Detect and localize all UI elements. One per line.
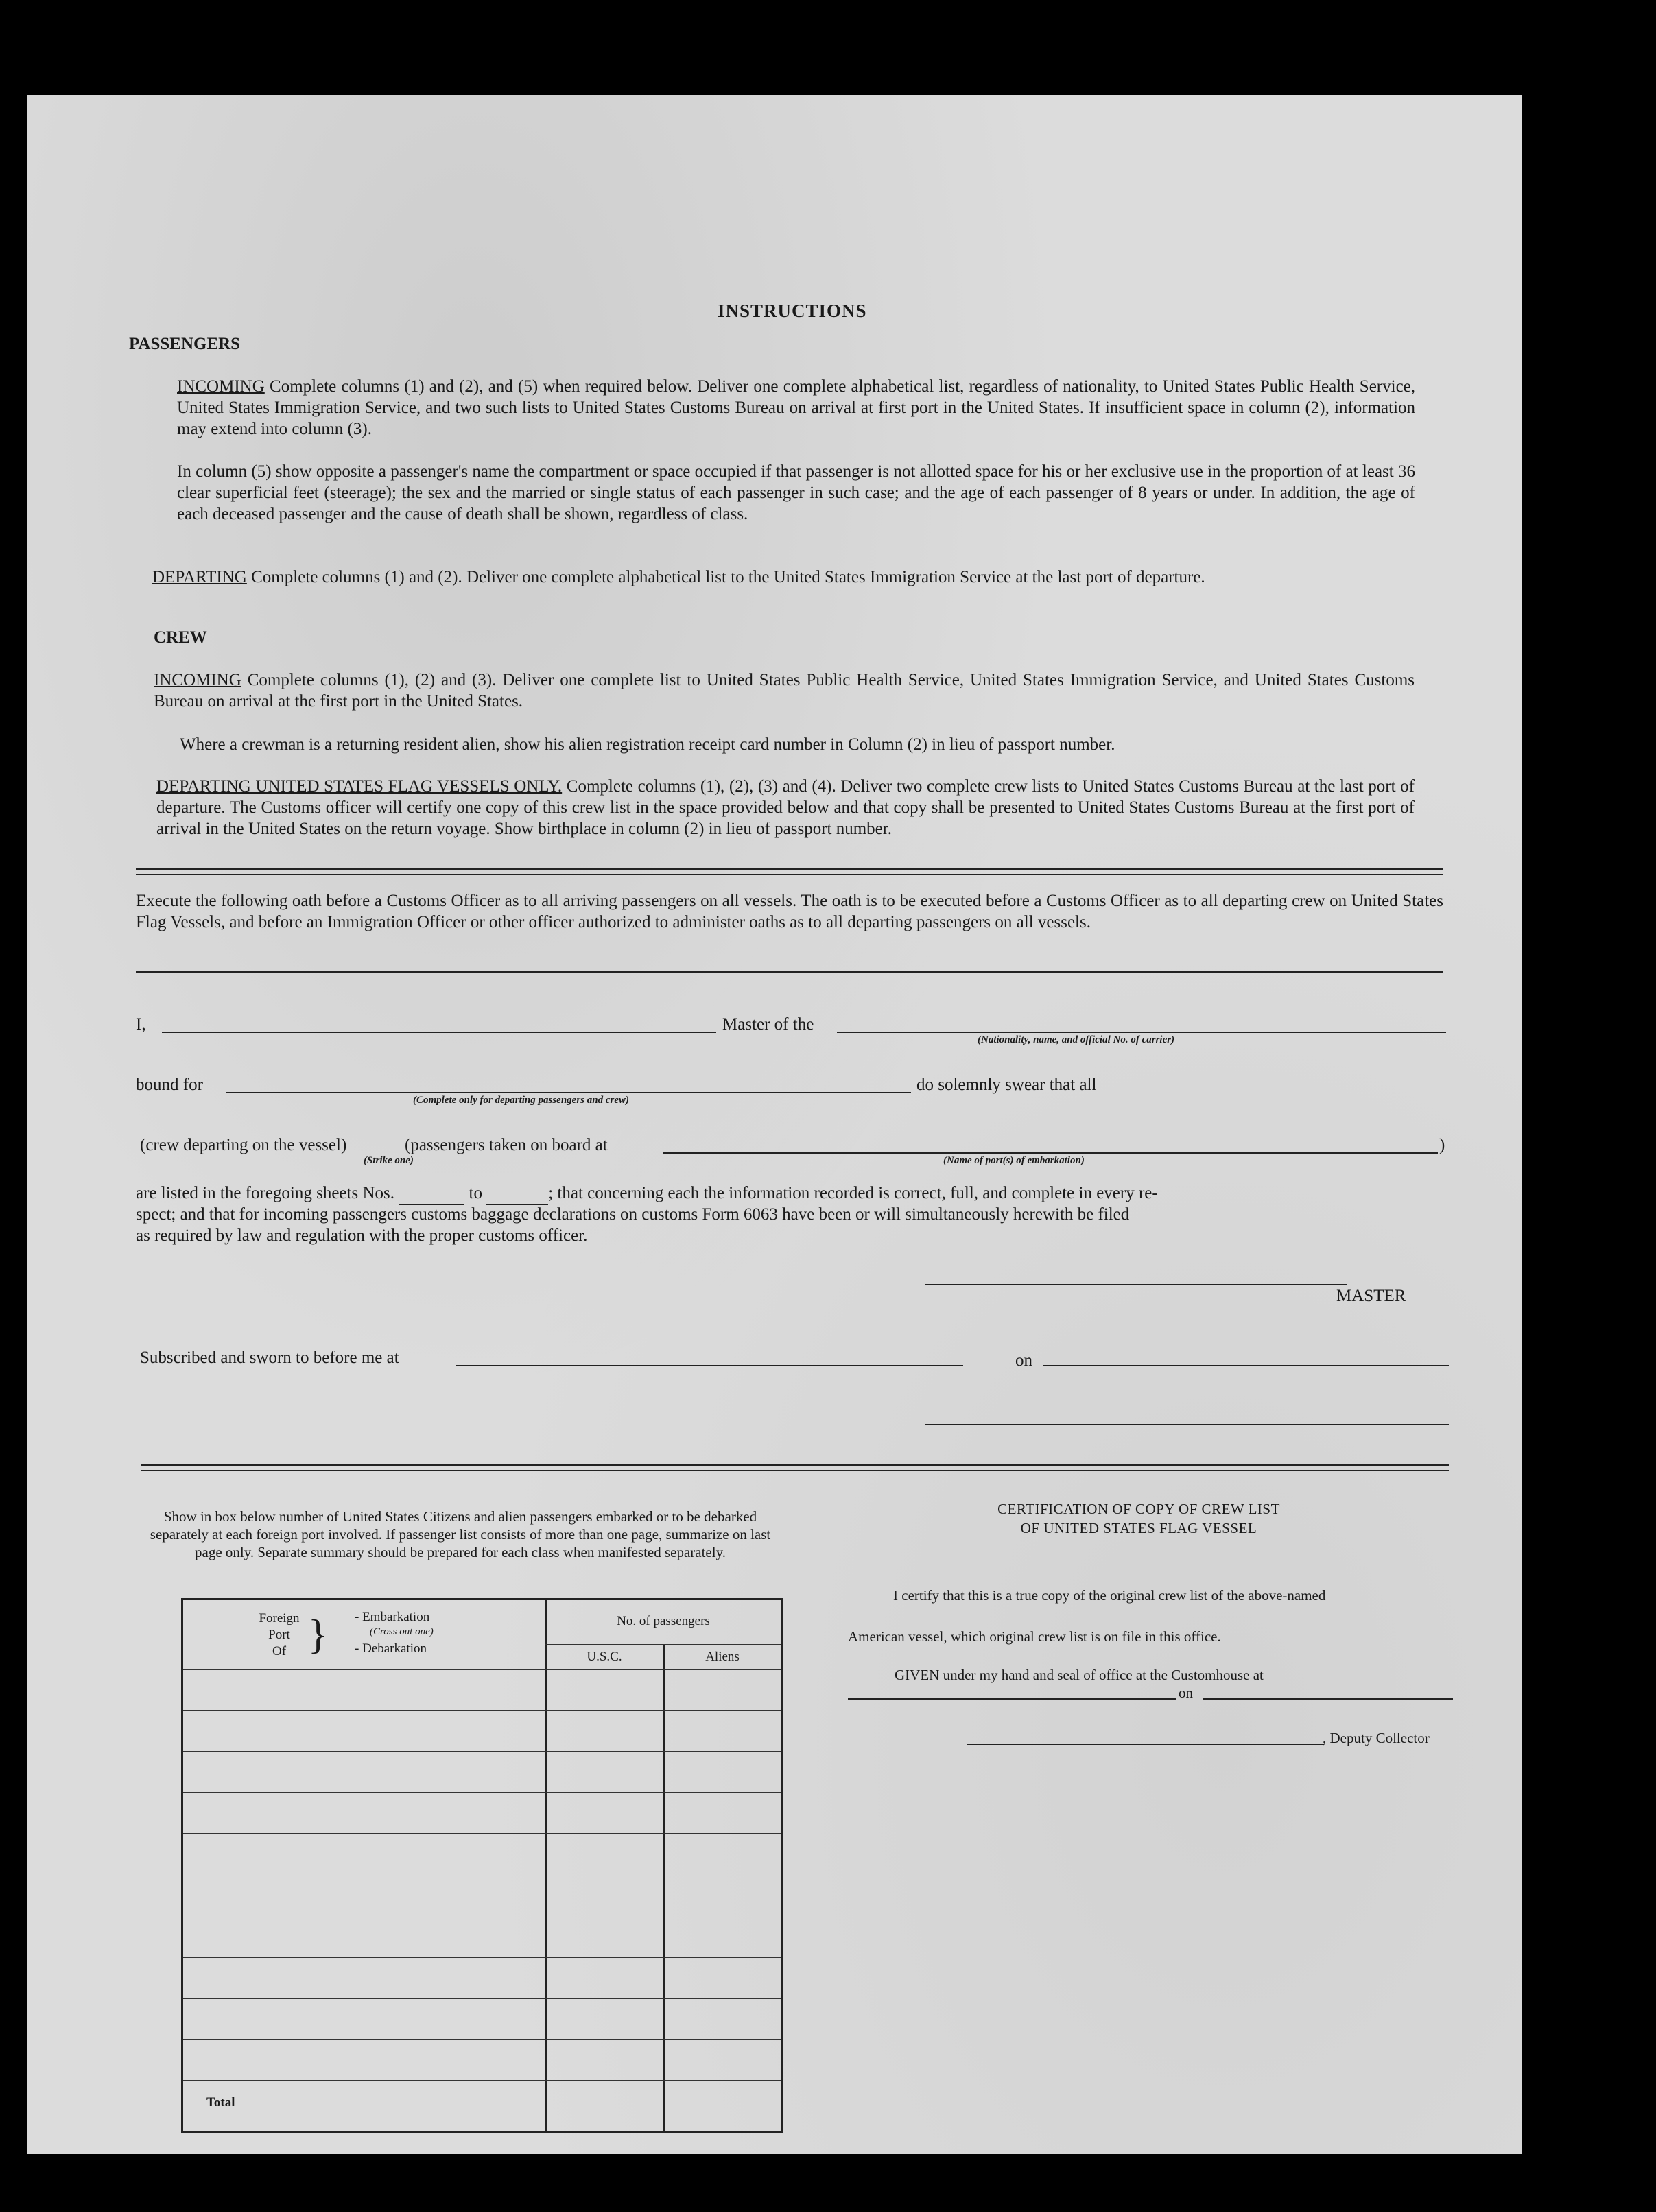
- crew-resident-alien-text: Where a crewman is a returning resident alien, show his alien registration receipt card number in Column (2) in lieu of passport number.: [180, 735, 1115, 754]
- listed-to: to: [469, 1184, 482, 1202]
- crew-incoming-label: INCOMING: [154, 671, 241, 689]
- master-name-field[interactable]: [162, 1032, 716, 1033]
- given-text: GIVEN under my hand and seal of office at the Customhouse at: [895, 1667, 1264, 1683]
- summary-note: Show in box below number of United States Citizens and alien passengers embarked or to be debarked separately at each foreign port involved. If passenger list consists of more than one page, summarize on last page only. Separate summary should be prepared for each class when manifested separately.: [150, 1508, 771, 1560]
- certification-title-2: OF UNITED STATES FLAG VESSEL: [1020, 1520, 1257, 1536]
- ports-caption: (Name of port(s) of embarkation): [943, 1155, 1085, 1166]
- close-paren: ): [1439, 1136, 1445, 1154]
- section-divider-top-2: [136, 874, 1443, 875]
- table-row-line: [183, 1998, 781, 1999]
- oath-divider: [136, 971, 1443, 973]
- table-total: Total: [206, 2095, 235, 2110]
- subscribed-label: Subscribed and sworn to before me at: [140, 1348, 399, 1367]
- table-row-line: [183, 1751, 781, 1752]
- bound-for-label: bound for: [136, 1075, 203, 1094]
- certification-on-label: on: [1179, 1685, 1193, 1701]
- crew-departing-label: DEPARTING UNITED STATES FLAG VESSELS ONLY.: [156, 777, 563, 796]
- customhouse-place-field[interactable]: [848, 1698, 1176, 1700]
- strike-one-caption: (Strike one): [364, 1155, 414, 1166]
- oath-listed-line3: as required by law and regulation with the proper customs officer.: [136, 1226, 588, 1245]
- swear-text: do solemnly swear that all: [916, 1075, 1097, 1094]
- passengers-column5-text: In column (5) show opposite a passenger's name the compartment or space occupied if that passenger is not allotted space for his or her exclusive use in the proportion of at least 36 clear superficial feet (steerage); the sex and the married or single status of each passenger in such case; and the age of each passenger of 8 years or under. In addition, the age of each deceased passenger and the cause of death shall be shown, regardless of class.: [177, 462, 1415, 523]
- table-usc: U.S.C.: [587, 1650, 622, 1664]
- table-debarkation: - Debarkation: [355, 1641, 427, 1656]
- master-label: MASTER: [1336, 1287, 1406, 1305]
- certify-line-1: I certify that this is a true copy of the original crew list of the above-named: [893, 1587, 1326, 1604]
- table-row-line: [183, 2039, 781, 2040]
- passengers-taken-option: (passengers taken on board at: [405, 1136, 608, 1154]
- crew-incoming-text: Complete columns (1), (2) and (3). Deliver one complete list to United States Public Health Service, United States Immigration Service, and United States Customs Bureau on arrival at the first port in the United States.: [154, 671, 1415, 711]
- certify-line-2: American vessel, which original crew list is on file in this office.: [848, 1628, 1221, 1645]
- table-row-line: [183, 1792, 781, 1793]
- passenger-summary-table: [181, 1598, 783, 2133]
- master-of-the-label: Master of the: [722, 1015, 814, 1034]
- table-of: Of: [272, 1644, 287, 1658]
- deputy-collector-label: , Deputy Collector: [1323, 1730, 1430, 1746]
- crew-departing-option: (crew departing on the vessel): [140, 1136, 347, 1154]
- page-title: INSTRUCTIONS: [718, 300, 867, 321]
- deputy-signature-field[interactable]: [967, 1744, 1324, 1745]
- table-port: Port: [268, 1628, 290, 1642]
- crew-departing-section: [156, 776, 1415, 840]
- table-col-divider: [545, 1600, 547, 2131]
- table-foreign: Foreign: [259, 1611, 300, 1626]
- brace-icon: }: [308, 1612, 328, 1657]
- passengers-incoming-label: INCOMING: [177, 377, 265, 396]
- carrier-field[interactable]: [837, 1032, 1446, 1033]
- document-page: [27, 95, 1522, 2154]
- sheet-from-field[interactable]: [399, 1182, 464, 1205]
- table-row-line: [183, 2080, 781, 2081]
- table-col-divider-2: [663, 1644, 665, 2131]
- table-header-line: [183, 1669, 781, 1670]
- table-row-line: [183, 1833, 781, 1834]
- passengers-departing-section: [152, 567, 1415, 588]
- oath-listed-line1: [136, 1182, 1158, 1205]
- oath-listed-line2: spect; and that for incoming passengers customs baggage declarations on customs Form 6063 have been or will simultaneously herewith be filed: [136, 1205, 1130, 1224]
- officer-signature-field[interactable]: [925, 1424, 1449, 1425]
- passengers-heading: PASSENGERS: [129, 335, 241, 353]
- carrier-caption: (Nationality, name, and official No. of carrier): [978, 1034, 1175, 1045]
- certification-date-field[interactable]: [1203, 1698, 1453, 1700]
- table-embarkation: - Embarkation: [355, 1610, 430, 1624]
- crew-departing-text: Complete columns (1), (2), (3) and (4). Deliver two complete crew lists to United States Customs Bureau at the last port of departure. The Customs officer will certify one copy of this crew list in the space provided below and that copy shall be presented to United States Customs Bureau at the first port of arrival in the United States on the return voyage. Show birthplace in column (2) in lieu of passport number.: [156, 777, 1415, 838]
- listed-line1-b: ; that concerning each the information recorded is correct, full, and complete in every re-: [548, 1184, 1158, 1202]
- section-divider-top: [136, 868, 1443, 870]
- table-cross-out: (Cross out one): [370, 1626, 434, 1637]
- master-signature-field[interactable]: [925, 1284, 1347, 1285]
- passengers-departing-label: DEPARTING: [152, 568, 247, 586]
- table-no-passengers: No. of passengers: [617, 1614, 710, 1628]
- oath-i-label: I,: [136, 1015, 146, 1034]
- subscribed-date-field[interactable]: [1043, 1365, 1449, 1366]
- sheet-to-field[interactable]: [486, 1182, 548, 1205]
- passengers-incoming-text: Complete columns (1) and (2), and (5) when required below. Deliver one complete alphabetical list, regardless of nationality, to United States Public Health Service, United States Immigration Service, and two such lists to United States Customs Bureau on arrival at first port in the United States. If insufficient space in column (2), information may extend into column (3).: [177, 377, 1416, 438]
- listed-line1-a: are listed in the foregoing sheets Nos.: [136, 1184, 394, 1202]
- subscribed-place-field[interactable]: [456, 1365, 963, 1366]
- section-divider-bottom-2: [141, 1470, 1449, 1471]
- table-subheader-line: [545, 1644, 781, 1645]
- table-row-line: [183, 1957, 781, 1958]
- passengers-incoming-section: [177, 376, 1415, 440]
- bound-caption: (Complete only for departing passengers and crew): [413, 1095, 629, 1106]
- table-aliens: Aliens: [705, 1650, 740, 1664]
- subscribed-on-label: on: [1015, 1351, 1032, 1370]
- section-divider-bottom: [141, 1464, 1449, 1466]
- crew-heading: CREW: [154, 628, 207, 647]
- bound-for-field[interactable]: [226, 1092, 911, 1093]
- crew-incoming-section: [154, 669, 1415, 712]
- passengers-departing-text: Complete columns (1) and (2). Deliver one complete alphabetical list to the United States Immigration Service at the last port of departure.: [251, 568, 1205, 586]
- embarkation-ports-field[interactable]: [663, 1152, 1438, 1154]
- oath-intro-text: Execute the following oath before a Customs Officer as to all arriving passengers on all vessels. The oath is to be executed before a Customs Officer as to all departing crew on United States Flag Vessels, and before an Immigration Officer or other officer authorized to administer oaths as to all departing passengers on all vessels.: [136, 892, 1443, 931]
- table-row-line: [183, 1710, 781, 1711]
- certification-title-1: CERTIFICATION OF COPY OF CREW LIST: [997, 1501, 1280, 1517]
